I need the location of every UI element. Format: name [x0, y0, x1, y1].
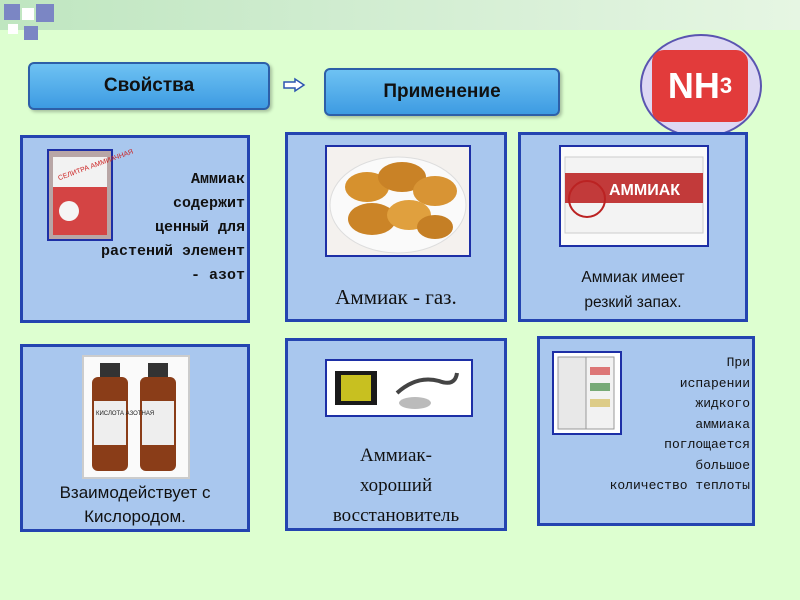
- acid-bottles-image: [82, 355, 190, 479]
- card-reducer: [285, 338, 507, 531]
- decor-square: [36, 4, 54, 22]
- svg-text:КИСЛОТА АЗОТНАЯ: КИСЛОТА АЗОТНАЯ: [96, 411, 155, 417]
- decor-square: [4, 4, 20, 20]
- soldering-image: [325, 359, 473, 417]
- decor-square: [24, 26, 38, 40]
- svg-text:СЕЛИТРА АММИАЧНАЯ: СЕЛИТРА АММИАЧНАЯ: [57, 148, 135, 183]
- fridge-text: При испарении жидкого аммиака поглощается большое количество теплоты: [609, 355, 750, 493]
- applications-button[interactable]: Применение: [324, 68, 560, 116]
- smell-text: Аммиак имеет резкий запах.: [581, 269, 685, 311]
- arrow-icon: [283, 76, 305, 97]
- acid-text: Взаимодействует с Кислородом.: [59, 483, 211, 526]
- top-decor-band: [0, 0, 800, 30]
- decor-square: [8, 24, 18, 34]
- fertilizer-text: Аммиак содержит ценный для растений элемент - азот: [100, 171, 245, 284]
- card-acid: [20, 344, 250, 532]
- reducer-text: Аммиак- хороший восстановитель: [332, 445, 460, 526]
- formula-badge: [640, 34, 762, 138]
- gas-text: Аммиак - газ.: [335, 285, 457, 309]
- properties-button[interactable]: Свойства: [28, 62, 270, 110]
- decor-square: [22, 8, 34, 20]
- formula-label: NH 3: [652, 50, 748, 122]
- pastry-image: [325, 145, 471, 257]
- card-fertilizer: [20, 135, 250, 323]
- fertilizer-bag-image: [47, 148, 135, 241]
- card-gas: [285, 132, 507, 322]
- card-fridge: [537, 336, 755, 526]
- ampoule-box-image: [559, 145, 709, 247]
- svg-text:АММИАК: АММИАК: [609, 182, 681, 199]
- card-smell: [518, 132, 748, 322]
